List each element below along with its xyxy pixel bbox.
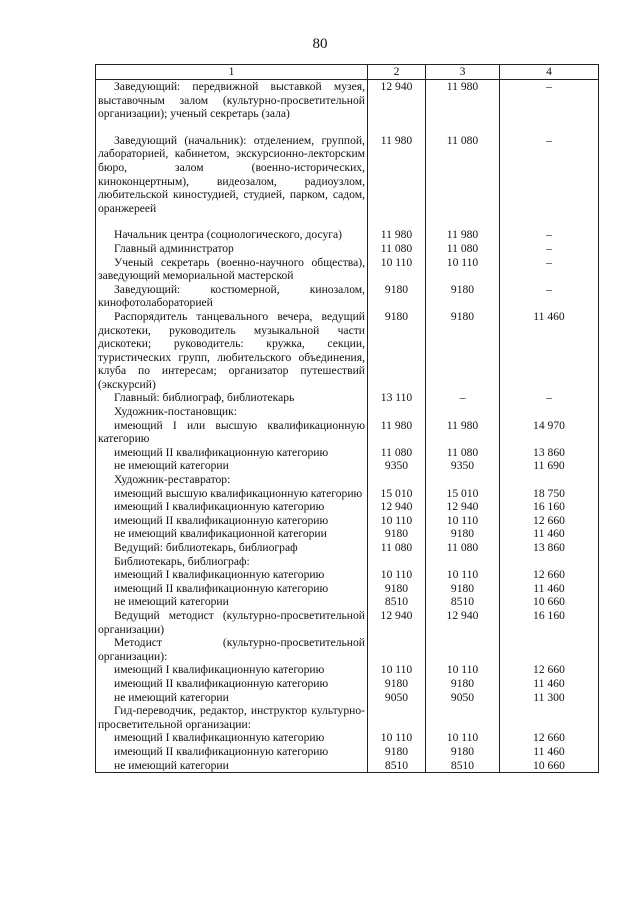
position-name-cell: Библиотекарь, библиограф: bbox=[96, 555, 368, 569]
table-row bbox=[96, 134, 599, 229]
position-name-cell: имеющий высшую квалификационную категорию bbox=[96, 487, 368, 501]
position-name-cell: Гид-переводчик, редактор, инструктор культурно-просветительной организации: bbox=[96, 704, 368, 731]
salary-col3-cell: 9350 bbox=[426, 459, 500, 473]
salary-col3-cell bbox=[426, 555, 500, 569]
salary-col4-cell: – bbox=[500, 80, 599, 134]
position-name-cell: Заведующий (начальник): отделением, группой, лабораторией, кабинетом, экскурсионно-лекторским бюро, залом (военно-исторических, киноконцертным), видеозалом, радиоузлом, любительской киностудией, студией, парком, садом, оранжереей bbox=[96, 134, 368, 229]
salary-col3-cell: 11 080 bbox=[426, 242, 500, 256]
position-name-cell: Методист (культурно-просветительной организации): bbox=[96, 636, 368, 663]
salary-table bbox=[95, 64, 599, 773]
position-name-cell: не имеющий категории bbox=[96, 691, 368, 705]
table-row bbox=[96, 459, 599, 473]
salary-col2-cell: 9350 bbox=[368, 459, 426, 473]
salary-col2-cell: 9180 bbox=[368, 677, 426, 691]
position-name-cell: Ведущий: библиотекарь, библиограф bbox=[96, 541, 368, 555]
salary-col2-cell: 9180 bbox=[368, 582, 426, 596]
table-row bbox=[96, 446, 599, 460]
salary-col4-cell: 16 160 bbox=[500, 500, 599, 514]
table-row bbox=[96, 419, 599, 446]
salary-col2-cell: 10 110 bbox=[368, 256, 426, 283]
salary-col4-cell bbox=[500, 704, 599, 731]
salary-col3-cell: 11 980 bbox=[426, 80, 500, 134]
salary-col3-cell: 12 940 bbox=[426, 609, 500, 636]
salary-col3-cell bbox=[426, 473, 500, 487]
position-name-cell: имеющий I квалификационную категорию bbox=[96, 731, 368, 745]
salary-col3-cell: 9050 bbox=[426, 691, 500, 705]
salary-col2-cell: 11 980 bbox=[368, 228, 426, 242]
table-row bbox=[96, 405, 599, 419]
table-row bbox=[96, 677, 599, 691]
table-row bbox=[96, 745, 599, 759]
salary-col3-cell: 8510 bbox=[426, 759, 500, 773]
table-row bbox=[96, 609, 599, 636]
table-row bbox=[96, 310, 599, 392]
salary-col2-cell bbox=[368, 704, 426, 731]
salary-col3-cell: 9180 bbox=[426, 527, 500, 541]
position-name-cell: Начальник центра (социологического, досуга) bbox=[96, 228, 368, 242]
table-row bbox=[96, 283, 599, 310]
salary-col4-cell: – bbox=[500, 283, 599, 310]
table-row bbox=[96, 242, 599, 256]
salary-col2-cell: 9050 bbox=[368, 691, 426, 705]
salary-col2-cell: 10 110 bbox=[368, 514, 426, 528]
position-name-cell: не имеющий категории bbox=[96, 759, 368, 773]
salary-col3-cell: 12 940 bbox=[426, 500, 500, 514]
position-name-cell: Ученый секретарь (военно-научного общества), заведующий мемориальной мастерской bbox=[96, 256, 368, 283]
salary-col2-cell: 10 110 bbox=[368, 731, 426, 745]
salary-col2-cell: 9180 bbox=[368, 283, 426, 310]
salary-col4-cell: – bbox=[500, 256, 599, 283]
salary-col3-cell: 11 080 bbox=[426, 134, 500, 229]
salary-col3-cell: 15 010 bbox=[426, 487, 500, 501]
position-name-cell: Главный администратор bbox=[96, 242, 368, 256]
salary-col3-cell: 9180 bbox=[426, 283, 500, 310]
salary-col4-cell bbox=[500, 555, 599, 569]
salary-col3-cell: 11 980 bbox=[426, 419, 500, 446]
salary-col4-cell: 12 660 bbox=[500, 731, 599, 745]
salary-col2-cell bbox=[368, 473, 426, 487]
table-row bbox=[96, 636, 599, 663]
table-row bbox=[96, 527, 599, 541]
salary-col2-cell: 9180 bbox=[368, 310, 426, 392]
salary-col4-cell: 14 970 bbox=[500, 419, 599, 446]
salary-col2-cell: 15 010 bbox=[368, 487, 426, 501]
position-name-cell: имеющий I квалификационную категорию bbox=[96, 568, 368, 582]
salary-col3-cell: 11 080 bbox=[426, 541, 500, 555]
position-name-cell: имеющий II квалификационную категорию bbox=[96, 514, 368, 528]
salary-col2-cell: 11 980 bbox=[368, 419, 426, 446]
salary-col4-cell: 12 660 bbox=[500, 568, 599, 582]
salary-col4-cell: 11 460 bbox=[500, 745, 599, 759]
position-name-cell: имеющий II квалификационную категорию bbox=[96, 745, 368, 759]
salary-col2-cell: 12 940 bbox=[368, 500, 426, 514]
table-row bbox=[96, 595, 599, 609]
salary-col2-cell: 9180 bbox=[368, 745, 426, 759]
salary-col4-cell bbox=[500, 473, 599, 487]
position-name-cell: Заведующий: костюмерной, кинозалом, кинофотолабораторией bbox=[96, 283, 368, 310]
salary-col3-cell: 10 110 bbox=[426, 731, 500, 745]
table-row bbox=[96, 663, 599, 677]
salary-col4-cell: 13 860 bbox=[500, 446, 599, 460]
salary-col3-cell: 10 110 bbox=[426, 256, 500, 283]
table-row bbox=[96, 568, 599, 582]
position-name-cell: имеющий II квалификационную категорию bbox=[96, 677, 368, 691]
salary-col4-cell: 18 750 bbox=[500, 487, 599, 501]
position-name-cell: не имеющий квалификационной категории bbox=[96, 527, 368, 541]
salary-col3-cell: 9180 bbox=[426, 310, 500, 392]
salary-col3-cell: 9180 bbox=[426, 677, 500, 691]
salary-col2-cell: 11 080 bbox=[368, 242, 426, 256]
salary-col4-cell: 12 660 bbox=[500, 663, 599, 677]
salary-col3-cell: 9180 bbox=[426, 745, 500, 759]
table-row bbox=[96, 514, 599, 528]
salary-col3-cell: 8510 bbox=[426, 595, 500, 609]
column-header-3: 3 bbox=[426, 65, 500, 80]
column-header-2: 2 bbox=[368, 65, 426, 80]
table-row bbox=[96, 473, 599, 487]
salary-col2-cell: 13 110 bbox=[368, 391, 426, 405]
salary-col2-cell bbox=[368, 405, 426, 419]
salary-col4-cell: 16 160 bbox=[500, 609, 599, 636]
salary-col2-cell: 11 080 bbox=[368, 446, 426, 460]
salary-col3-cell: 10 110 bbox=[426, 514, 500, 528]
page-number: 80 bbox=[312, 36, 328, 52]
position-name-cell: Художник-реставратор: bbox=[96, 473, 368, 487]
position-name-cell: имеющий II квалификационную категорию bbox=[96, 446, 368, 460]
salary-col3-cell: 9180 bbox=[426, 582, 500, 596]
position-name-cell: имеющий II квалификационную категорию bbox=[96, 582, 368, 596]
salary-col3-cell: – bbox=[426, 391, 500, 405]
table-row bbox=[96, 555, 599, 569]
table-row bbox=[96, 391, 599, 405]
salary-col2-cell: 10 110 bbox=[368, 568, 426, 582]
table-row bbox=[96, 691, 599, 705]
salary-col3-cell bbox=[426, 405, 500, 419]
position-name-cell: не имеющий категории bbox=[96, 459, 368, 473]
position-name-cell: Главный: библиограф, библиотекарь bbox=[96, 391, 368, 405]
salary-col4-cell: 11 690 bbox=[500, 459, 599, 473]
table-row bbox=[96, 80, 599, 134]
salary-col2-cell: 8510 bbox=[368, 759, 426, 773]
salary-col4-cell: 13 860 bbox=[500, 541, 599, 555]
table-row bbox=[96, 704, 599, 731]
position-name-cell: Ведущий методист (культурно-просветительной организации) bbox=[96, 609, 368, 636]
salary-col4-cell: 11 300 bbox=[500, 691, 599, 705]
salary-col3-cell: 10 110 bbox=[426, 568, 500, 582]
position-name-cell: имеющий I квалификационную категорию bbox=[96, 500, 368, 514]
salary-col2-cell: 12 940 bbox=[368, 609, 426, 636]
salary-col2-cell: 11 080 bbox=[368, 541, 426, 555]
salary-col4-cell: – bbox=[500, 242, 599, 256]
salary-col4-cell: 11 460 bbox=[500, 677, 599, 691]
table-row bbox=[96, 256, 599, 283]
column-header-4: 4 bbox=[500, 65, 599, 80]
column-header-1: 1 bbox=[96, 65, 368, 80]
salary-col4-cell: 10 660 bbox=[500, 759, 599, 773]
salary-col2-cell: 9180 bbox=[368, 527, 426, 541]
salary-col2-cell bbox=[368, 555, 426, 569]
table-row bbox=[96, 487, 599, 501]
salary-col4-cell: – bbox=[500, 228, 599, 242]
salary-col4-cell: 10 660 bbox=[500, 595, 599, 609]
salary-col2-cell bbox=[368, 636, 426, 663]
salary-col2-cell: 11 980 bbox=[368, 134, 426, 229]
salary-col4-cell: 12 660 bbox=[500, 514, 599, 528]
salary-col3-cell: 11 980 bbox=[426, 228, 500, 242]
salary-col4-cell bbox=[500, 636, 599, 663]
table-header-row bbox=[96, 65, 599, 80]
salary-col4-cell: 11 460 bbox=[500, 582, 599, 596]
table-row bbox=[96, 759, 599, 773]
table-row bbox=[96, 582, 599, 596]
salary-col4-cell: 11 460 bbox=[500, 310, 599, 392]
salary-col2-cell: 10 110 bbox=[368, 663, 426, 677]
position-name-cell: имеющий I или высшую квалификационную категорию bbox=[96, 419, 368, 446]
position-name-cell: имеющий I квалификационную категорию bbox=[96, 663, 368, 677]
position-name-cell: Художник-постановщик: bbox=[96, 405, 368, 419]
salary-col3-cell bbox=[426, 636, 500, 663]
salary-col3-cell bbox=[426, 704, 500, 731]
salary-col4-cell: – bbox=[500, 391, 599, 405]
position-name-cell: не имеющий категории bbox=[96, 595, 368, 609]
table-row bbox=[96, 500, 599, 514]
position-name-cell: Распорядитель танцевального вечера, ведущий дискотеки, руководитель музыкальной части дискотеки; руководитель: кружка, секции, туристических групп, любительского объединения, клуба по интересам; организатор путешествий (экскурсий) bbox=[96, 310, 368, 392]
salary-col4-cell bbox=[500, 405, 599, 419]
salary-col3-cell: 10 110 bbox=[426, 663, 500, 677]
table-row bbox=[96, 541, 599, 555]
table-row bbox=[96, 228, 599, 242]
position-name-cell: Заведующий: передвижной выставкой музея, выставочным залом (культурно-просветительной организации); ученый секретарь (зала) bbox=[96, 80, 368, 134]
salary-col2-cell: 8510 bbox=[368, 595, 426, 609]
salary-col4-cell: – bbox=[500, 134, 599, 229]
table-row bbox=[96, 731, 599, 745]
salary-col2-cell: 12 940 bbox=[368, 80, 426, 134]
salary-col4-cell: 11 460 bbox=[500, 527, 599, 541]
salary-col3-cell: 11 080 bbox=[426, 446, 500, 460]
